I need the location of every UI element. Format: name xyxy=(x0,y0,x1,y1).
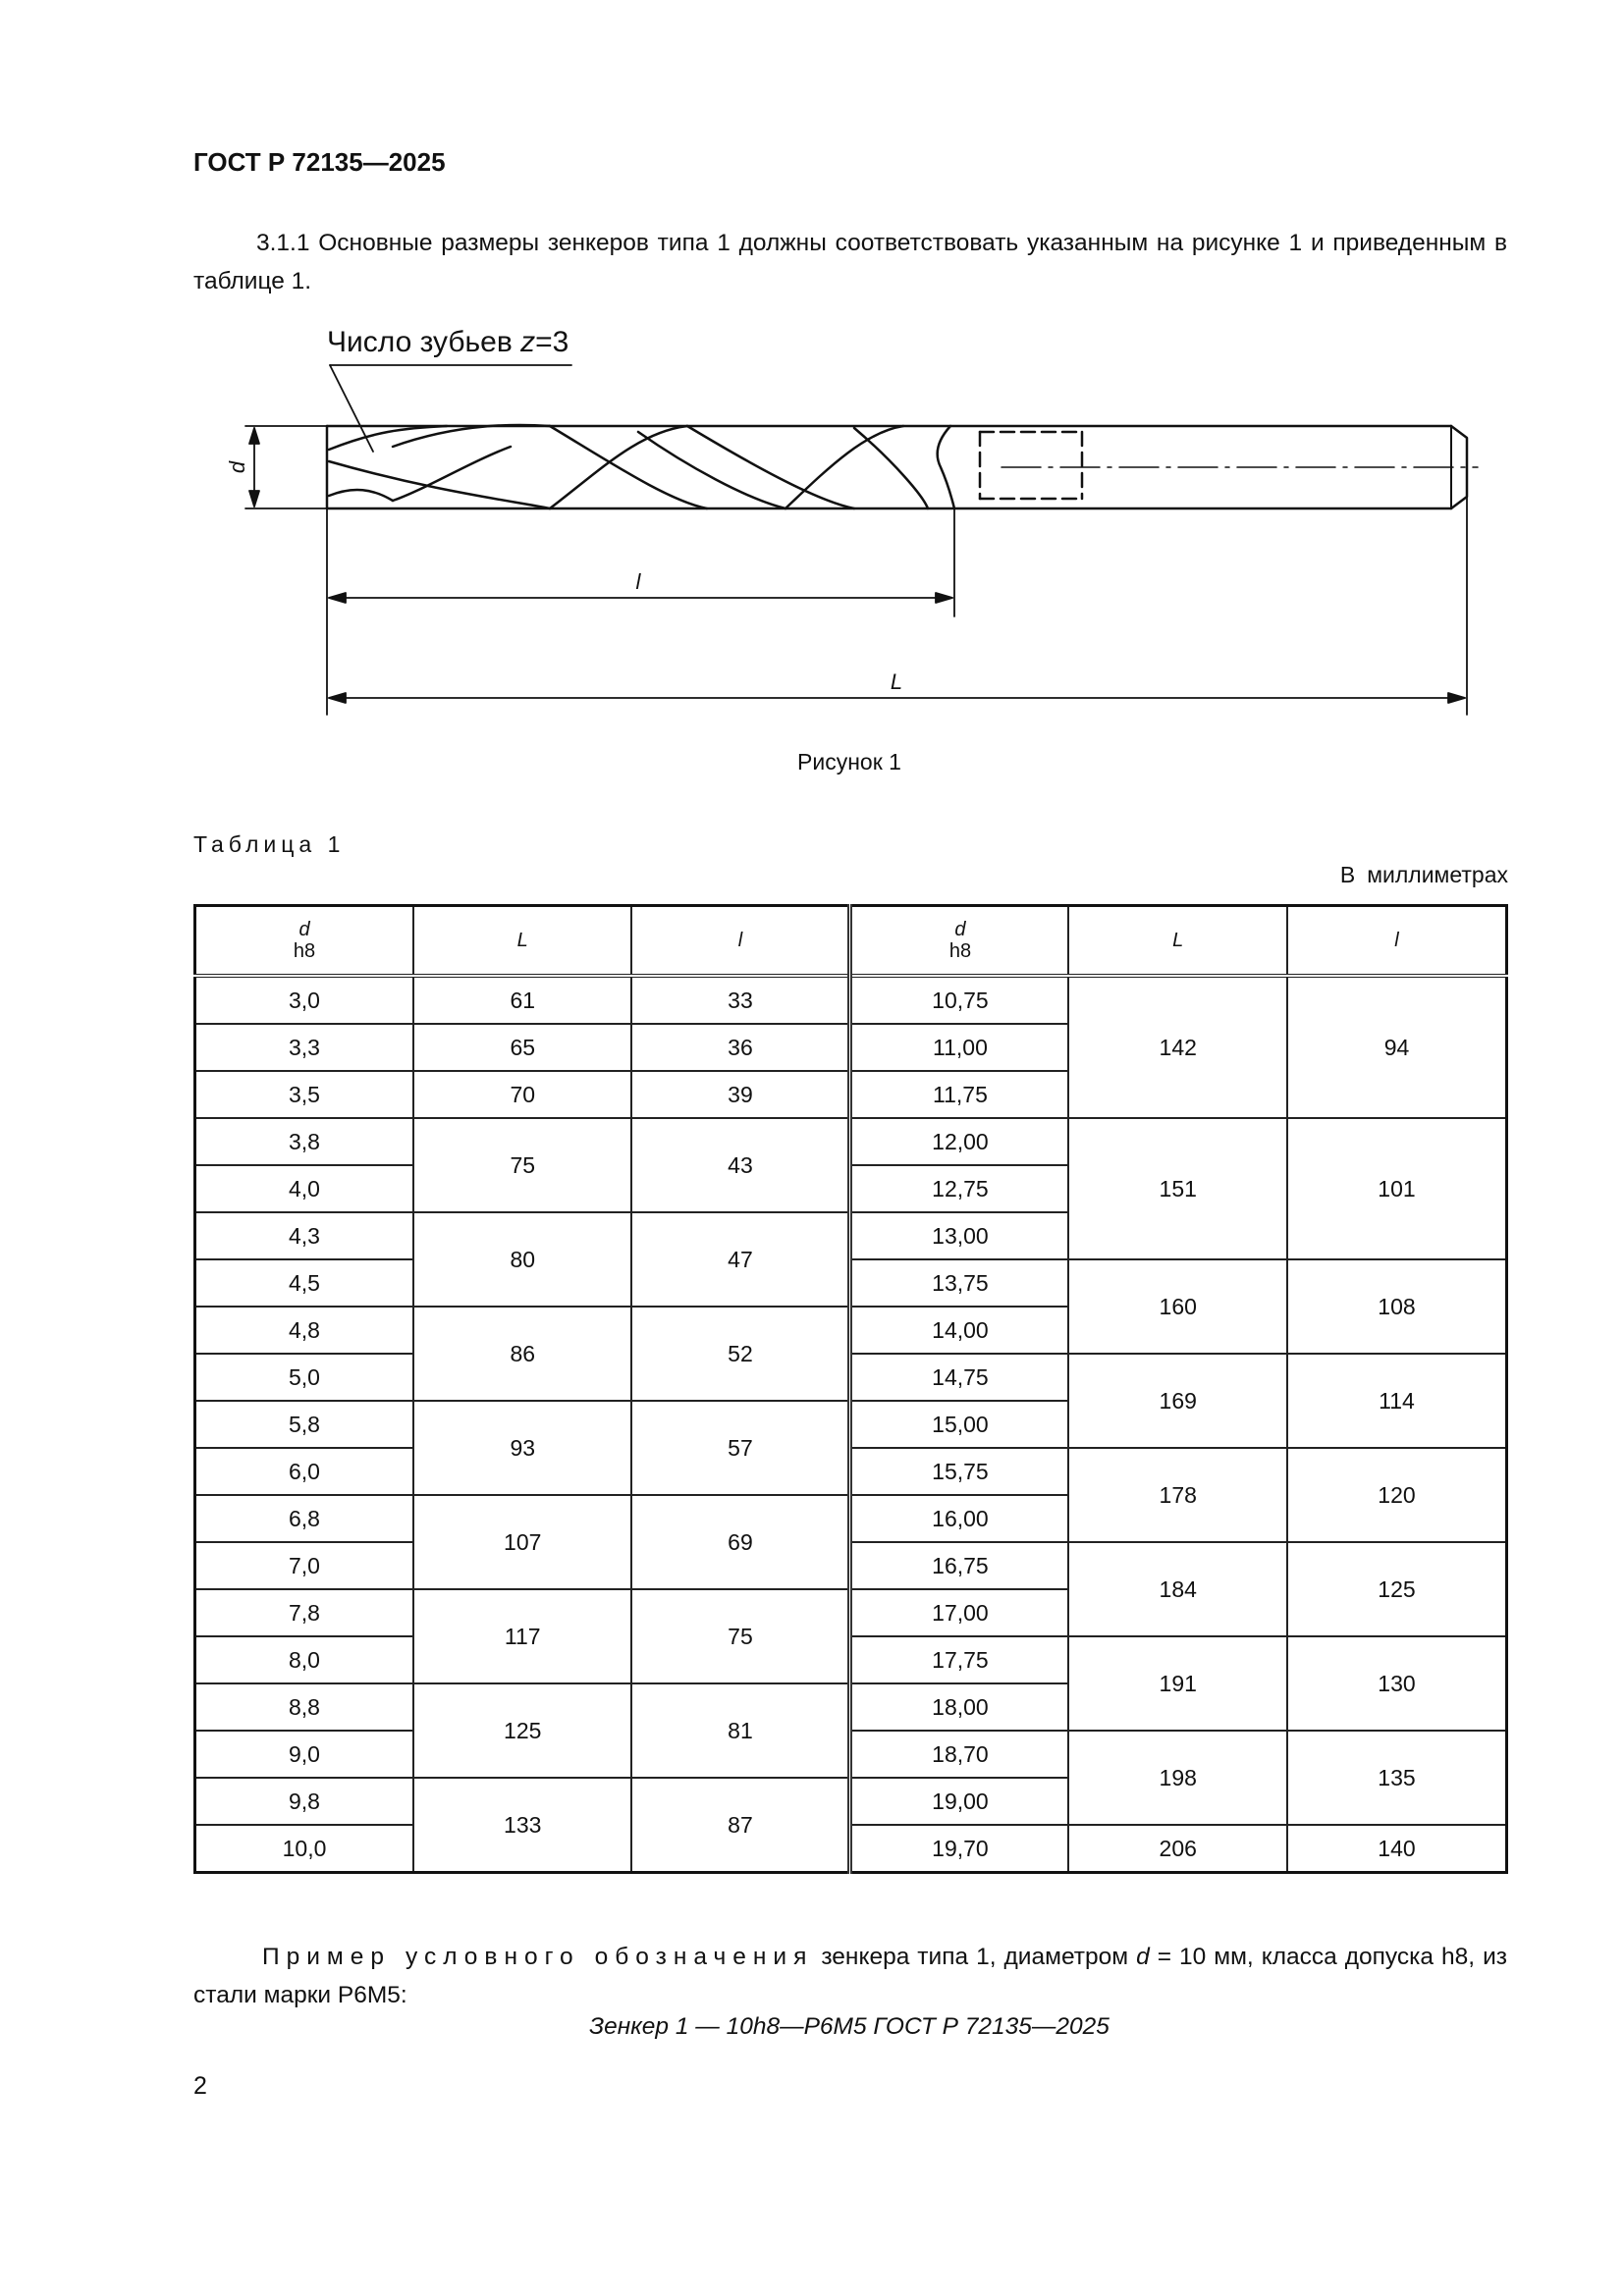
cell-L-right: 142 xyxy=(1068,976,1286,1118)
cell-d-right: 16,75 xyxy=(850,1542,1069,1589)
cell-L-right: 191 xyxy=(1068,1636,1286,1731)
table-row xyxy=(195,1542,1507,1589)
table-row xyxy=(195,1636,1507,1683)
cell-d: 8,8 xyxy=(195,1683,414,1731)
cell-l: 52 xyxy=(631,1307,849,1401)
helical-flutes xyxy=(329,425,928,508)
designation-example: Зенкер 1 — 10h8—Р6М5 ГОСТ Р 72135—2025 xyxy=(589,2013,1110,2040)
cell-l: 43 xyxy=(631,1118,849,1212)
dimension-d xyxy=(245,426,327,508)
cell-d: 9,8 xyxy=(195,1778,414,1825)
cell-l-right: 135 xyxy=(1287,1731,1507,1825)
header-l: l xyxy=(631,906,849,977)
cell-l-right: 108 xyxy=(1287,1259,1507,1354)
cell-d-right: 19,70 xyxy=(850,1825,1069,1873)
cell-l: 87 xyxy=(631,1778,849,1873)
cell-l-right: 114 xyxy=(1287,1354,1507,1448)
cell-d: 8,0 xyxy=(195,1636,414,1683)
header-d: d h8 xyxy=(195,906,414,977)
cell-l-right: 101 xyxy=(1287,1118,1507,1259)
cell-L: 117 xyxy=(413,1589,631,1683)
cell-d: 3,3 xyxy=(195,1024,414,1071)
cell-d-right: 13,75 xyxy=(850,1259,1069,1307)
table-row xyxy=(195,1354,1507,1401)
table-row xyxy=(195,1259,1507,1307)
flute-runout xyxy=(938,426,954,508)
cell-d: 3,0 xyxy=(195,976,414,1024)
cell-d-right: 14,75 xyxy=(850,1354,1069,1401)
callout-leader xyxy=(330,365,373,452)
cell-L-right: 184 xyxy=(1068,1542,1286,1636)
cell-l: 33 xyxy=(631,976,849,1024)
cell-l: 57 xyxy=(631,1401,849,1495)
cell-d-right: 18,00 xyxy=(850,1683,1069,1731)
table-row xyxy=(195,1825,1507,1873)
header-L: L xyxy=(413,906,631,977)
intro-paragraph: 3.1.1 Основные размеры зенкеров типа 1 должны соответствовать указанным на рисунке 1 и приведенным в таблице 1. xyxy=(193,230,1507,294)
cell-d: 10,0 xyxy=(195,1825,414,1873)
dimensions-table xyxy=(193,904,1508,1874)
cell-d-right: 18,70 xyxy=(850,1731,1069,1778)
document-header: ГОСТ Р 72135—2025 xyxy=(193,147,446,177)
cell-d-right: 17,75 xyxy=(850,1636,1069,1683)
page-number: 2 xyxy=(193,2072,207,2100)
cell-d-right: 12,75 xyxy=(850,1165,1069,1212)
cell-l: 39 xyxy=(631,1071,849,1118)
cell-d-right: 15,75 xyxy=(850,1448,1069,1495)
cell-d: 7,0 xyxy=(195,1542,414,1589)
dim-label-L: L xyxy=(890,669,903,694)
cell-d: 5,8 xyxy=(195,1401,414,1448)
dimension-l xyxy=(329,593,952,603)
cell-L-right: 160 xyxy=(1068,1259,1286,1354)
cell-d-right: 17,00 xyxy=(850,1589,1069,1636)
cell-L: 61 xyxy=(413,976,631,1024)
table-row xyxy=(195,1731,1507,1778)
cell-d-right: 10,75 xyxy=(850,976,1069,1024)
cell-d-right: 15,00 xyxy=(850,1401,1069,1448)
cell-l-right: 120 xyxy=(1287,1448,1507,1542)
cell-l-right: 130 xyxy=(1287,1636,1507,1731)
header-l-right: l xyxy=(1287,906,1507,977)
cell-L-right: 169 xyxy=(1068,1354,1286,1448)
cell-L: 65 xyxy=(413,1024,631,1071)
teeth-count-callout: Число зубьев z=3 xyxy=(327,326,569,358)
cell-d: 6,0 xyxy=(195,1448,414,1495)
table-row xyxy=(195,1448,1507,1495)
cell-L-right: 206 xyxy=(1068,1825,1286,1873)
cell-l: 47 xyxy=(631,1212,849,1307)
cell-d-right: 13,00 xyxy=(850,1212,1069,1259)
cell-L: 125 xyxy=(413,1683,631,1778)
figure-countersink-drawing xyxy=(0,0,1624,785)
cell-L: 70 xyxy=(413,1071,631,1118)
cell-L: 86 xyxy=(413,1307,631,1401)
cell-d: 9,0 xyxy=(195,1731,414,1778)
cell-d-right: 19,00 xyxy=(850,1778,1069,1825)
header-d-right: d h8 xyxy=(850,906,1069,977)
cell-L: 80 xyxy=(413,1212,631,1307)
figure-caption: Рисунок 1 xyxy=(797,749,901,774)
cell-l: 81 xyxy=(631,1683,849,1778)
table-title: Таблица 1 xyxy=(193,831,346,857)
cell-d: 7,8 xyxy=(195,1589,414,1636)
cell-l-right: 94 xyxy=(1287,976,1507,1118)
cell-d-right: 16,00 xyxy=(850,1495,1069,1542)
table-row xyxy=(195,1118,1507,1165)
cell-d: 5,0 xyxy=(195,1354,414,1401)
cell-L: 107 xyxy=(413,1495,631,1589)
cell-l: 36 xyxy=(631,1024,849,1071)
header-L-right: L xyxy=(1068,906,1286,977)
dim-label-d: d xyxy=(225,460,249,474)
cell-l: 69 xyxy=(631,1495,849,1589)
cell-L-right: 178 xyxy=(1068,1448,1286,1542)
table-header-row xyxy=(195,906,1507,977)
cell-d: 6,8 xyxy=(195,1495,414,1542)
cell-d: 4,0 xyxy=(195,1165,414,1212)
cell-d: 4,8 xyxy=(195,1307,414,1354)
cell-l-right: 125 xyxy=(1287,1542,1507,1636)
cell-L: 93 xyxy=(413,1401,631,1495)
cell-d-right: 12,00 xyxy=(850,1118,1069,1165)
hidden-center-hole xyxy=(980,432,1082,499)
designation-example-paragraph: Пример условного обозначения зенкера типа 1, диаметром d = 10 мм, класса допуска h8, из стали марки Р6М5: xyxy=(193,1944,1507,2008)
dim-label-l: l xyxy=(635,569,641,594)
cell-l-right: 140 xyxy=(1287,1825,1507,1873)
cell-L-right: 198 xyxy=(1068,1731,1286,1825)
table-row xyxy=(195,976,1507,1024)
cell-d: 3,8 xyxy=(195,1118,414,1165)
cell-d-right: 11,75 xyxy=(850,1071,1069,1118)
table-units-note: В миллиметрах xyxy=(1339,862,1508,887)
cell-L: 75 xyxy=(413,1118,631,1212)
cell-d-right: 14,00 xyxy=(850,1307,1069,1354)
cell-d-right: 11,00 xyxy=(850,1024,1069,1071)
cell-d: 4,3 xyxy=(195,1212,414,1259)
dimension-L xyxy=(329,693,1465,703)
cell-L: 133 xyxy=(413,1778,631,1873)
cell-l: 75 xyxy=(631,1589,849,1683)
cell-d: 3,5 xyxy=(195,1071,414,1118)
cell-L-right: 151 xyxy=(1068,1118,1286,1259)
cell-d: 4,5 xyxy=(195,1259,414,1307)
